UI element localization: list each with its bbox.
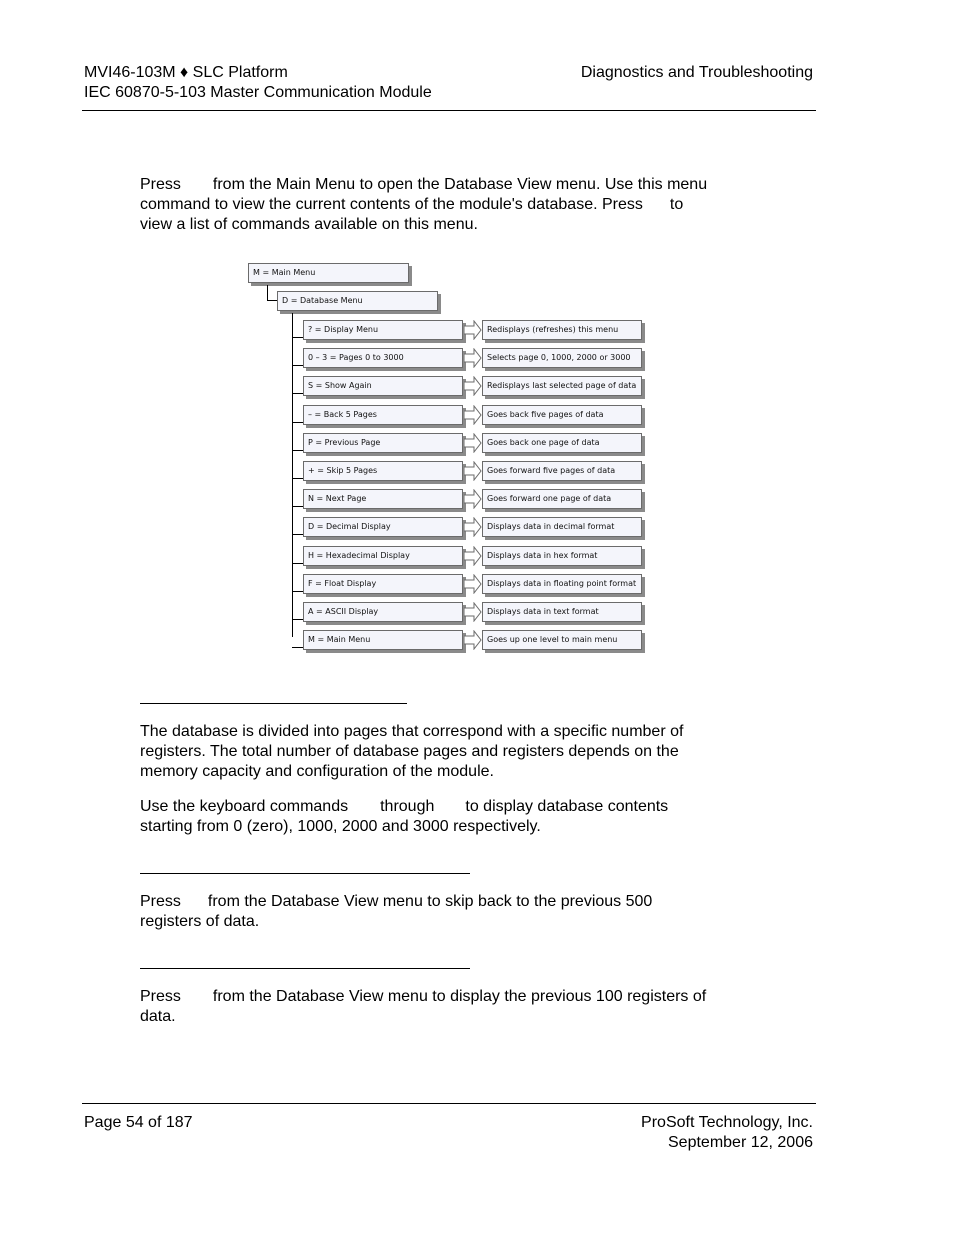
- arrow-icon: [464, 517, 482, 537]
- row-connector: [292, 365, 303, 366]
- arrow-icon: [464, 348, 482, 368]
- command-box: 0 – 3 = Pages 0 to 3000: [303, 348, 463, 368]
- command-box: M = Main Menu: [303, 630, 463, 650]
- arrow-icon: [464, 405, 482, 425]
- footer-company: ProSoft Technology, Inc.: [641, 1114, 813, 1131]
- header-product-line1: MVI46-103M ♦ SLC Platform: [84, 64, 288, 81]
- command-box: A = ASCII Display: [303, 602, 463, 622]
- section3-line2: data.: [140, 1008, 176, 1025]
- section1-commands: Use the keyboard commands: [140, 798, 349, 815]
- section1-line5: starting from 0 (zero), 1000, 2000 and 3000 respectively.: [140, 818, 541, 835]
- command-box: D = Decimal Display: [303, 517, 463, 537]
- footer-page-number: Page 54 of 187: [84, 1114, 193, 1131]
- section3-text: from the Database View menu to display the previous 100 registers of: [212, 988, 707, 1005]
- arrow-icon: [464, 489, 482, 509]
- main-menu-box: M = Main Menu: [248, 263, 409, 283]
- section2-paragraph: [140, 892, 780, 932]
- connector-root-h: [267, 300, 277, 301]
- section1-display: to display database contents: [465, 798, 669, 815]
- description-box: Displays data in decimal format: [482, 517, 642, 537]
- section1-paragraph2: [140, 797, 780, 837]
- row-connector: [292, 337, 303, 338]
- command-box: N = Next Page: [303, 489, 463, 509]
- footer-date: September 12, 2006: [668, 1134, 813, 1151]
- header-product-line2: IEC 60870-5-103 Master Communication Module: [84, 84, 432, 101]
- header-section-title: Diagnostics and Troubleshooting: [580, 64, 813, 81]
- section2-line2: registers of data.: [140, 913, 260, 930]
- section1-line1: The database is divided into pages that correspond with a specific number of: [140, 723, 684, 740]
- section3-paragraph: [140, 987, 780, 1027]
- database-menu-diagram: [248, 263, 650, 655]
- command-box: + = Skip 5 Pages: [303, 461, 463, 481]
- description-box: Goes forward one page of data: [482, 489, 642, 509]
- section1-paragraph: [140, 722, 780, 782]
- header-rule: [82, 110, 816, 111]
- intro-text-3: view a list of commands available on this menu.: [140, 216, 478, 233]
- section1-line2: registers. The total number of database pages and registers depends on the: [140, 743, 679, 760]
- row-connector: [292, 619, 303, 620]
- command-box: H = Hexadecimal Display: [303, 546, 463, 566]
- section2-rule: [140, 873, 470, 874]
- description-box: Goes up one level to main menu: [482, 630, 642, 650]
- row-connector: [292, 478, 303, 479]
- connector-trunk: [292, 313, 293, 637]
- row-connector: [292, 422, 303, 423]
- intro-text-1: from the Main Menu to open the Database View menu. Use this menu: [212, 176, 708, 193]
- section3-press: Press: [140, 988, 181, 1005]
- description-box: Displays data in floating point format: [482, 574, 642, 594]
- footer-rule: [82, 1103, 816, 1104]
- arrow-icon: [464, 376, 482, 396]
- description-box: Displays data in hex format: [482, 546, 642, 566]
- description-box: Goes back one page of data: [482, 433, 642, 453]
- arrow-icon: [464, 602, 482, 622]
- arrow-icon: [464, 574, 482, 594]
- row-connector: [292, 450, 303, 451]
- row-connector: [292, 506, 303, 507]
- section1-through: through: [380, 798, 435, 815]
- section3-rule: [140, 968, 470, 969]
- description-box: Redisplays last selected page of data: [482, 376, 642, 396]
- section1-line3: memory capacity and configuration of the module.: [140, 763, 494, 780]
- row-connector: [292, 647, 303, 648]
- arrow-icon: [464, 630, 482, 650]
- intro-press: Press: [140, 176, 181, 193]
- row-connector: [292, 591, 303, 592]
- command-box: F = Float Display: [303, 574, 463, 594]
- arrow-icon: [464, 433, 482, 453]
- description-box: Selects page 0, 1000, 2000 or 3000: [482, 348, 642, 368]
- intro-paragraph: [140, 175, 760, 235]
- row-connector: [292, 393, 303, 394]
- arrow-icon: [464, 320, 482, 340]
- row-connector: [292, 563, 303, 564]
- description-box: Displays data in text format: [482, 602, 642, 622]
- description-box: Goes back five pages of data: [482, 405, 642, 425]
- database-menu-box: D = Database Menu: [277, 291, 438, 311]
- description-box: Redisplays (refreshes) this menu: [482, 320, 642, 340]
- connector-root: [267, 285, 268, 301]
- command-box: P = Previous Page: [303, 433, 463, 453]
- row-connector: [292, 534, 303, 535]
- section2-press: Press: [140, 893, 181, 910]
- description-box: Goes forward five pages of data: [482, 461, 642, 481]
- section1-rule: [140, 703, 407, 704]
- section2-text: from the Database View menu to skip back to the previous 500: [207, 893, 653, 910]
- arrow-icon: [464, 546, 482, 566]
- arrow-icon: [464, 461, 482, 481]
- command-box: S = Show Again: [303, 376, 463, 396]
- intro-text-2: command to view the current contents of the module's database. Press: [140, 196, 643, 213]
- command-box: ? = Display Menu: [303, 320, 463, 340]
- intro-to: to: [669, 196, 684, 213]
- command-box: – = Back 5 Pages: [303, 405, 463, 425]
